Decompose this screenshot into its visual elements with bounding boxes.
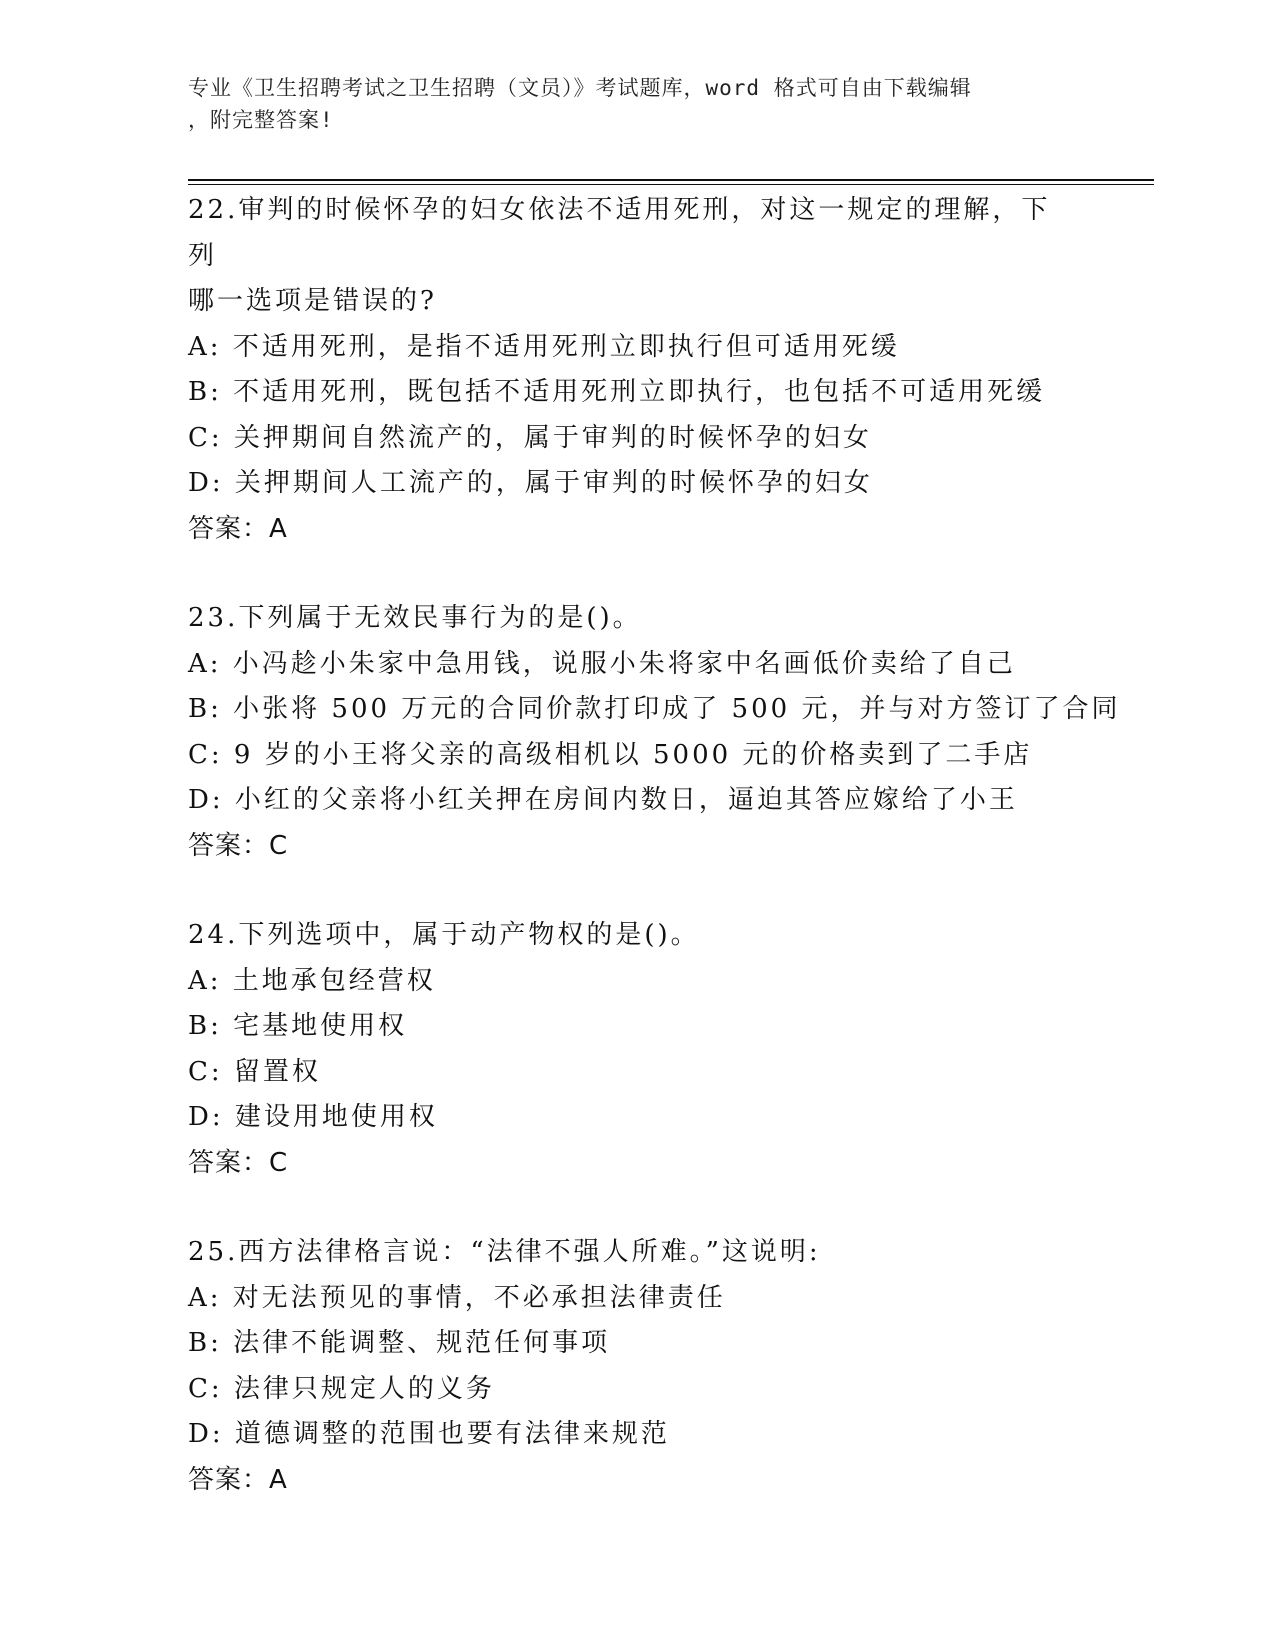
option-b: B: 不适用死刑，既包括不适用死刑立即执行，也包括不可适用死缓 <box>188 377 1046 407</box>
question-stem-line: 哪一选项是错误的? <box>188 286 437 316</box>
question-stem <box>188 913 1068 959</box>
option-a: A: 小冯趁小朱家中急用钱，说服小朱将家中名画低价卖给了自己 <box>188 648 1016 679</box>
question-stem-line: 22.审判的时候怀孕的妇女依法不适用死刑，对这一规定的理解，下列 <box>188 195 1051 271</box>
option-d: D: 小红的父亲将小红关押在房间内数日，逼迫其答应嫁给了小王 <box>188 785 1018 815</box>
header-line-1: 专业《卫生招聘考试之卫生招聘（文员）》考试题库，word 格式可自由下载编辑 <box>188 76 972 100</box>
option-a: A: 土地承包经营权 <box>188 965 436 996</box>
option-c: C: 关押期间自然流产的，属于审判的时候怀孕的妇女 <box>188 422 872 453</box>
option-d: D: 道德调整的范围也要有法律来规范 <box>188 1419 670 1449</box>
option-d: D: 建设用地使用权 <box>188 1102 438 1132</box>
document-header <box>188 72 1068 136</box>
option-a: A: 不适用死刑，是指不适用死刑立即执行但可适用死缓 <box>188 331 900 362</box>
question-22 <box>188 188 1088 552</box>
question-list <box>188 188 1121 1547</box>
question-stem-line: 24.下列选项中，属于动产物权的是()。 <box>188 920 700 950</box>
option-d: D: 关押期间人工流产的，属于审判的时候怀孕的妇女 <box>188 468 873 498</box>
question-stem <box>188 1230 1068 1276</box>
answer: 答案：A <box>188 513 288 544</box>
question-stem-line: 23.下列属于无效民事行为的是()。 <box>188 603 642 633</box>
question-25 <box>188 1230 1088 1503</box>
header-divider-thick <box>188 179 1154 181</box>
option-c: C: 留置权 <box>188 1056 321 1087</box>
question-stem <box>188 596 1068 642</box>
question-stem <box>188 188 1068 325</box>
header-line-2: ，附完整答案! <box>188 108 334 132</box>
option-c: C: 9 岁的小王将父亲的高级相机以 5000 元的价格卖到了二手店 <box>188 739 1033 770</box>
question-23 <box>188 596 1121 869</box>
option-a: A: 对无法预见的事情，不必承担法律责任 <box>188 1282 726 1313</box>
option-c: C: 法律只规定人的义务 <box>188 1373 495 1404</box>
answer: 答案：C <box>188 1147 289 1178</box>
answer: 答案：C <box>188 830 289 861</box>
answer: 答案：A <box>188 1464 288 1495</box>
question-24 <box>188 913 1088 1186</box>
header-divider-thin <box>188 184 1154 185</box>
option-b: B: 小张将 500 万元的合同价款打印成了 500 元，并与对方签订了合同 <box>188 694 1121 724</box>
option-b: B: 宅基地使用权 <box>188 1011 408 1041</box>
question-stem-line: 25.西方法律格言说：“法律不强人所难。”这说明: <box>188 1237 821 1267</box>
option-b: B: 法律不能调整、规范任何事项 <box>188 1328 611 1358</box>
